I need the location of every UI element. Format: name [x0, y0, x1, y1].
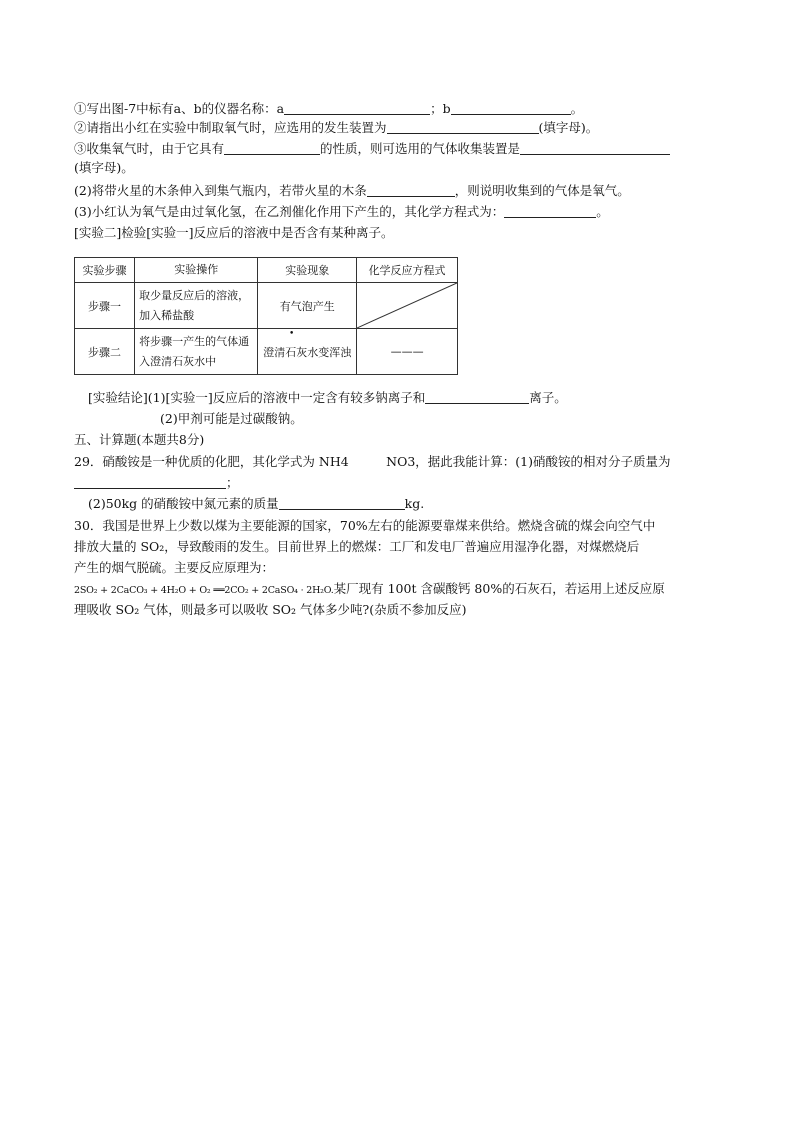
q3-mid: 的性质，则可选用的气体收集装置是	[320, 141, 521, 156]
q29-2-text: (2)50kg 的硝酸铵中氮元素的质量	[88, 496, 279, 511]
conclusion-line-1	[88, 389, 567, 407]
answer-blank-ion[interactable]	[425, 390, 529, 404]
conclusion-1-text: [实验结论](1)[实验一]反应后的溶液中一定含有较多钠离子和	[88, 390, 426, 405]
answer-blank-equation[interactable]	[504, 204, 596, 218]
q29-2-unit: kg.	[404, 496, 425, 511]
answer-blank-b[interactable]	[451, 101, 571, 115]
row1-phenomenon: 有气泡产生	[258, 283, 357, 329]
experiment-table	[74, 257, 458, 375]
question-30-line-2	[74, 538, 639, 556]
p2-end: ，则说明收集到的气体是氧气。	[454, 183, 630, 198]
section-title-text: 五、计算题(本题共8分)	[74, 432, 205, 447]
q3-end: (填字母)。	[74, 160, 134, 175]
q2-end: (填字母)。	[538, 120, 599, 135]
header-phenomenon: 实验现象	[258, 258, 357, 283]
answer-blank-collector[interactable]	[520, 141, 670, 155]
row2-step: 步骤二	[75, 329, 135, 375]
part-2-line	[74, 182, 630, 200]
table-row	[75, 329, 458, 375]
header-equation: 化学反应方程式	[357, 258, 458, 283]
question-29-blank-line	[74, 474, 239, 492]
q29-text: 29．硝酸铵是一种优质的化肥，其化学式为 NH4 NO3，据此我能计算：(1)硝酸铵的相对分子质量为	[74, 454, 671, 469]
q30-text-5: 理吸收 SO₂ 气体，则最多可以吸收 SO₂ 气体多少吨?(杂质不参加反应)	[74, 602, 467, 617]
diagonal-line	[357, 283, 457, 328]
q30-text-1: 30．我国是世界上少数以煤为主要能源的国家，70%左右的能源要靠煤来供给。燃烧含硫的煤会向空气中	[74, 518, 656, 533]
table-dot-mark: •	[289, 329, 295, 339]
conclusion-1-end: 离子。	[529, 390, 567, 405]
question-2-line	[74, 119, 598, 137]
table-row	[75, 283, 458, 329]
question-29-line	[74, 453, 671, 471]
question-29-part-2	[88, 495, 424, 513]
header-step: 实验步骤	[75, 258, 135, 283]
part-3-line	[74, 203, 609, 221]
answer-blank-generator[interactable]	[387, 120, 539, 134]
p3-end: 。	[596, 204, 609, 219]
q30-text-2: 排放大量的 SO₂，导致酸雨的发生。目前世界上的燃煤：工厂和发电厂普遍应用湿净化器，对煤燃烧后	[74, 539, 640, 554]
question-30-line-3	[74, 559, 274, 577]
row1-equation-crossed	[357, 283, 458, 329]
exp2-text: [实验二]检验[实验一]反应后的溶液中是否含有某种离子。	[74, 225, 394, 240]
question-1-line	[74, 100, 583, 118]
question-3-line-2	[74, 159, 134, 177]
q1-end: 。	[570, 101, 584, 116]
header-operation: 实验操作	[135, 258, 258, 283]
answer-blank-nitrogen-mass[interactable]	[279, 496, 405, 510]
p2-text: (2)将带火星的木条伸入到集气瓶内，若带火星的木条	[74, 183, 367, 198]
row2-operation: 将步骤一产生的气体通入澄清石灰水中	[135, 329, 258, 375]
row1-step: 步骤一	[75, 283, 135, 329]
q1-b-text: ；b	[430, 101, 451, 116]
q30-text-4: 某厂现有 100t 含碳酸钙 80%的石灰石，若运用上述反应原	[333, 581, 665, 596]
q30-text-3: 产生的烟气脱硫。主要反应原理为：	[74, 560, 275, 575]
question-3-line	[74, 140, 670, 158]
question-30-line-1	[74, 517, 655, 535]
q3-text: ③收集氧气时，由于它具有	[74, 141, 225, 156]
answer-blank-a[interactable]	[284, 101, 430, 115]
q29-semicolon: ；	[226, 475, 239, 490]
conclusion-line-2	[160, 410, 303, 428]
q2-text: ②请指出小红在实验中制取氧气时，应选用的发生装置为	[74, 120, 387, 135]
answer-blank-molar-mass[interactable]	[74, 475, 226, 489]
answer-blank-property[interactable]	[224, 141, 320, 155]
p3-text: (3)小红认为氧气是由过氧化氢，在乙剂催化作用下产生的，其化学方程式为：	[74, 204, 505, 219]
answer-blank-splint[interactable]	[367, 183, 455, 197]
row2-equation-dash: ———	[357, 329, 458, 375]
q1-text: ①写出图-7中标有a、b的仪器名称：a	[74, 101, 285, 116]
experiment-2-line	[74, 224, 394, 242]
table-header-row	[75, 258, 458, 283]
question-30-line-5	[74, 601, 467, 619]
question-30-line-4	[74, 580, 665, 600]
row1-operation: 取少量反应后的溶液，加入稀盐酸	[135, 283, 258, 329]
conclusion-2-text: (2)甲剂可能是过碳酸钠。	[160, 411, 303, 426]
reaction-formula: 2SO₂ + 2CaCO₃ + 4H₂O + O₂ ══2CO₂ + 2CaSO₄ · 2H₂O.	[74, 585, 334, 596]
section-5-title	[74, 431, 204, 449]
row2-phenomenon: 澄清石灰水变浑浊	[258, 329, 357, 375]
